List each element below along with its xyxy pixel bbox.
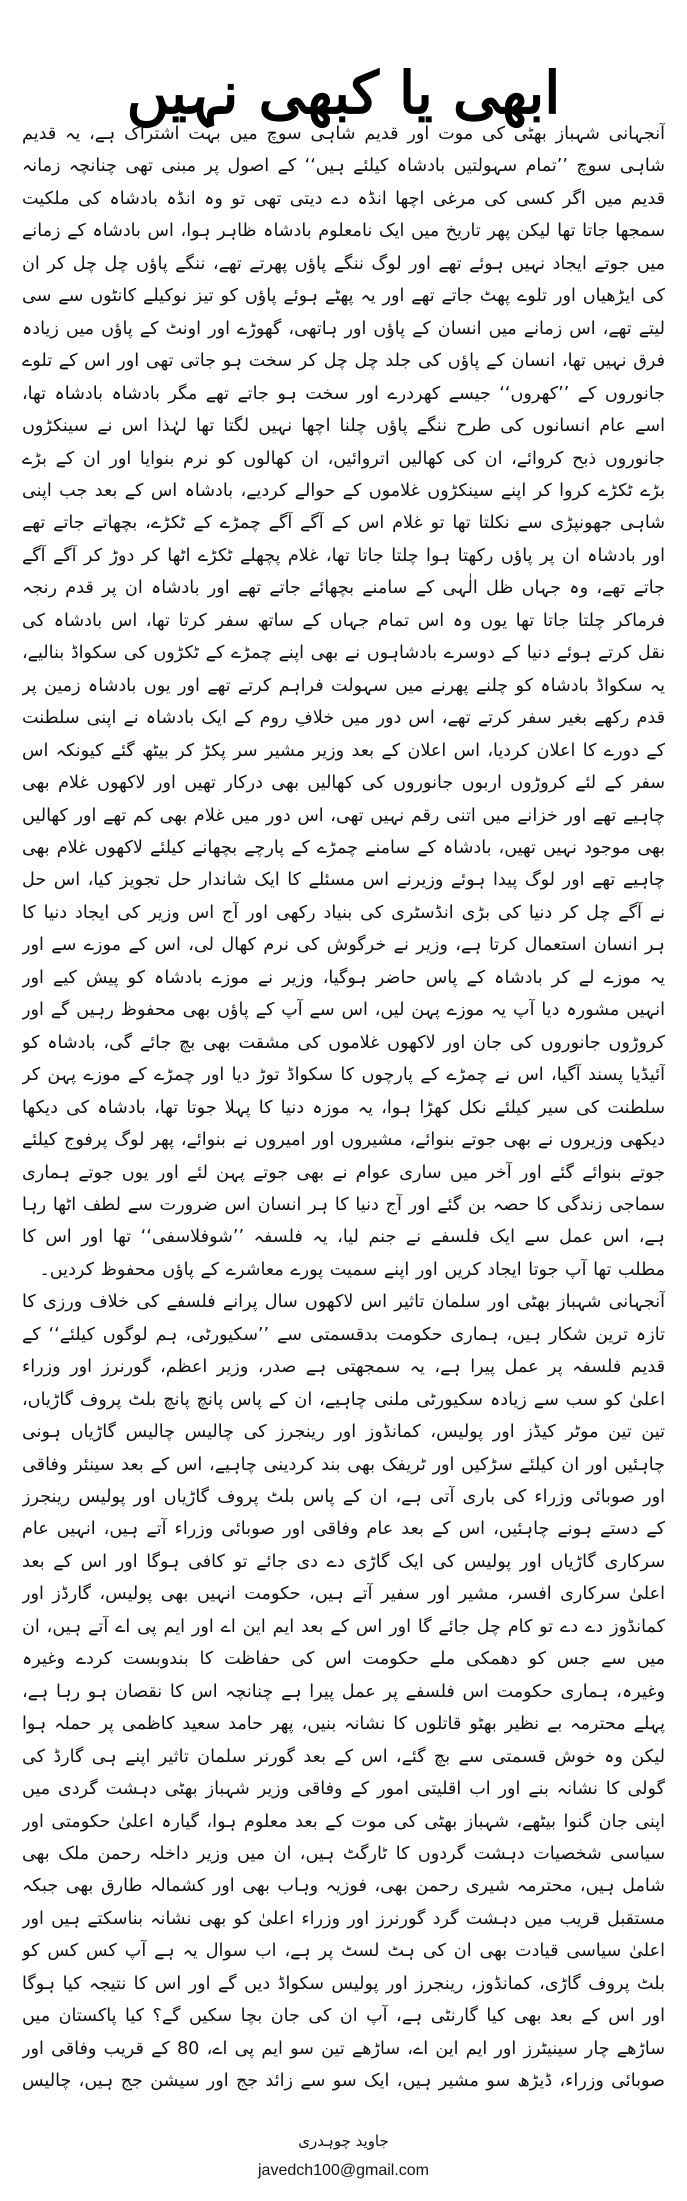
article-body bbox=[22, 118, 665, 2093]
article-paragraph: آنجہانی شہباز بھٹی اور سلمان تاثیر اس لاکھوں سال پرانے فلسفے کی خلاف ورزی کا تازہ ترین شکار ہیں، ہماری حکومت بدقسمتی سے ’’سکیورٹی، ہم لوگوں کیلئے‘‘ کے قدیم فلسفہ پر عمل پیرا ہے، یہ سمجھتی ہے صدر، وزیر اعظم، گورنرز اور وزراء اعلیٰ کو سب سے زیادہ سکیورٹی ملنی چاہیے، ان کے پاس پانچ پانچ بلٹ پروف گاڑیاں، تین تین موٹر کیڈز اور پولیس، کمانڈوز اور رینجرز کی چالیس چالیس گاڑیاں ہونی چاہئیں اور ان کیلئے سڑکیں اور ٹریفک بھی بند کردینی چاہیے، اس کے بعد سینئر وفاقی اور صوبائی وزراء کی باری آتی ہے، ان کے پاس بلٹ پروف گاڑیاں اور پولیس رینجرز کے دستے ہونے چاہئیں، اس کے بعد عام وفاقی اور صوبائی وزراء آتے ہیں، انہیں عام سرکاری گاڑیاں اور پولیس کی ایک گاڑی دے دی جائے تو کافی ہوگا اور اس کے بعد اعلیٰ سرکاری افسر، مشیر اور سفیر آتے ہیں، حکومت انہیں بھی پولیس، گارڈز اور کمانڈوز دے دے تو کام چل جائے گا اور اس کے بعد ایم این اے اور ایم پی اے آتے ہیں، ان میں سے جس کو دھمکی ملے حکومت اس کی حفاظت کا بندوبست کردے وغیرہ وغیرہ، ہماری حکومت اس فلسفے پر عمل پیرا ہے چنانچہ اس کا نقصان ہو رہا ہے، پہلے محترمہ بے نظیر بھٹو قاتلوں کا نشانہ بنیں، پھر حامد سعید کاظمی پر حملہ ہوا لیکن وہ خوش قسمتی سے بچ گئے، اس کے بعد گورنر سلمان تاثیر اپنے ہی گارڈ کی گولی کا نشانہ بنے اور اب اقلیتی امور کے وفاقی وزیر شہباز بھٹی دہشت گردی میں اپنی جان گنوا بیٹھے، شہباز بھٹی کی موت کے بعد معلوم ہوا، گیارہ اعلیٰ حکومتی اور سیاسی شخصیات دہشت گردوں کا ٹارگٹ ہیں، ان میں وزیر داخلہ رحمن ملک بھی شامل ہیں، محترمہ شیری رحمن بھی، فوزیہ وہاب بھی اور کشمالہ طارق بھی جبکہ مستقبل قریب میں دہشت گرد گورنرز اور وزراء اعلیٰ کو بھی نشانہ بناسکتے ہیں اور اعلیٰ سیاسی قیادت بھی ان کی ہٹ لسٹ پر ہے، اب سوال یہ ہے آپ کس کس کو بلٹ پروف گاڑی، کمانڈوز، رینجرز اور پولیس سکواڈ دیں گے اور اس کا نتیجہ کیا ہوگا اور اس کے بعد بھی کیا گارنٹی ہے، آپ ان کی جان بچا سکیں گے؟ کیا پاکستان میں ساڑھے چار سینیٹرز اور ایم این اے، ساڑھے تین سو ایم پی اے، 80 کے قریب وفاقی اور صوبائی وزراء، ڈیڑھ سو مشیر ہیں، ایک سو سے زائد جج اور سیشن جج ہیں، چالیس bbox=[22, 1292, 665, 2092]
author-name: جاوید چوہدری bbox=[298, 2132, 389, 2150]
headline: ابھی یا کبھی نہیں bbox=[126, 58, 561, 127]
article-paragraph: آنجہانی شہباز بھٹی کی موت اور قدیم شاہی سوچ میں بہت اشتراک ہے، یہ قدیم شاہی سوچ ’’تمام سہولتیں بادشاہ کیلئے ہیں‘‘ کے اصول پر مبنی تھی چنانچہ زمانہ قدیم میں اگر کسی کی مرغی اچھا انڈہ دے دیتی تھی تو وہ انڈہ بادشاہ کی ملکیت سمجھا جاتا تھا لیکن پھر تاریخ میں ایک نامعلوم بادشاہ ظاہر ہوا، اس بادشاہ کے زمانے میں جوتے ایجاد نہیں ہوئے تھے اور لوگ ننگے پاؤں پھرتے تھے، ننگے پاؤں چل چل کر ان کی ایڑھیاں اور تلوے پھٹ جاتے تھے اور یہ پھٹے ہوئے پاؤں کو تیز نوکیلے کانٹوں سے سی لیتے تھے، اس زمانے میں انسان کے پاؤں اور ہاتھی، گھوڑے اور اونٹ کے پاؤں میں زیادہ فرق نہیں تھا، انسان کے پاؤں کی جلد چل چل کر سخت ہو جاتی تھی اور اس کے تلوے جانوروں کے ’’کھروں‘‘ جیسے کھردرے اور سخت ہو جاتے تھے مگر بادشاہ بادشاہ تھا، اسے عام انسانوں کی طرح ننگے پاؤں چلنا اچھا نہیں لگتا تھا لہٰذا اس نے سینکڑوں جانوروں ذبح کروائے، ان کی کھالیں اتروائیں، ان کھالوں کو نرم بنوایا اور ان کے بڑے بڑے ٹکڑے کروا کر اپنے سینکڑوں غلاموں کے حوالے کردیے، بادشاہ اس کے بعد جب اپنی شاہی جھونپڑی سے نکلتا تھا تو غلام اس کے آگے آگے چمڑے کے ٹکڑے، بچھاتے جاتے تھے اور بادشاہ ان پر پاؤں رکھتا ہوا چلتا جاتا تھا، غلام پچھلے ٹکڑے اٹھا کر دوڑ کر آگے آگے جاتے تھے، وہ جہاں ظل الٰہی کے سامنے بچھائے جاتے تھے اور بادشاہ ان پر قدم رنجہ فرماکر چلتا جاتا تھا یوں وہ اس تمام جہاں کے ساتھ سفر کرتا تھا، اس بادشاہ کی نقل کرتے ہوئے دنیا کے دوسرے بادشاہوں نے بھی اپنے چمڑے کے ٹکڑوں کی سکواڈ بنالیے، یہ سکواڈ بادشاہ کو چلنے پھرنے میں سہولت فراہم کرتے تھے اور یوں بادشاہ زمین پر قدم رکھے بغیر سفر کرتے تھے، اس دور میں خلافِ روم کے ایک بادشاہ نے اپنی سلطنت کے دورے کا اعلان کردیا، اس اعلان کے بعد وزیر مشیر سر پکڑ کر بیٹھ گئے کیونکہ اس سفر کے لئے کروڑوں اربوں جانوروں کی کھالیں بھی درکار تھیں اور لاکھوں غلام بھی چاہیے تھے اور خزانے میں اتنی رقم نہیں تھی، اس دور میں غلام بھی کم تھے اور کھالیں بھی موجود نہیں تھیں، بادشاہ کے سامنے چمڑے کے پارچے بچھانے کیلئے لاکھوں غلام بھی چاہیے تھے اور لوگ پیدا ہوئے وزیرنے اس مسئلے کا ایک شاندار حل تجویز کیا، اس حل نے آگے چل کر دنیا کی بڑی انڈسٹری کی بنیاد رکھی اور آج اس وزیر کی ایجاد دنیا کا ہر انسان استعمال کرتا ہے، وزیر نے خرگوش کی نرم کھال لی، اس کے موزے سے اور یہ موزے لے کر بادشاہ کے پاس حاضر ہوگیا، وزیر نے موزے بادشاہ کو پیش کیے اور انہیں مشورہ دیا آپ یہ موزے پہن لیں، اس سے آپ کے پاؤں بھی محفوظ رہیں گے اور کروڑوں جانوروں کی جان اور لاکھوں غلاموں کی مشقت بھی بچ جائے گی، بادشاہ کو آئیڈیا پسند آگیا، اس نے چمڑے کے پارچوں کا سکواڈ توڑ دیا اور چمڑے کے موزے پہن کر سلطنت کی سیر کیلئے نکل کھڑا ہوا، یہ موزہ دنیا کا پہلا جوتا تھا، بادشاہ کی دیکھا دیکھی وزیروں نے بھی جوتے بنوائے، مشیروں اور امیروں نے بنوائے، پھر لوگ پرفوج کیلئے جوتے بنوائے گئے اور آخر میں ساری عوام نے بھی جوتے پہن لئے اور یوں جوتے ہماری سماجی زندگی کا حصہ بن گئے اور آج دنیا کا ہر انسان اس ضرورت سے لطف اٹھا رہا ہے، اس عمل سے ایک فلسفے نے جنم لیا، یہ فلسفہ ’’شوفلاسفی‘‘ تھا اور اس کا مطلب تھا آپ جوتا ایجاد کریں اور اپنے سمیت پورے معاشرے کے پاؤں محفوظ کردیں۔ bbox=[22, 124, 665, 1280]
author-email: javedch100@gmail.com bbox=[258, 2162, 429, 2179]
